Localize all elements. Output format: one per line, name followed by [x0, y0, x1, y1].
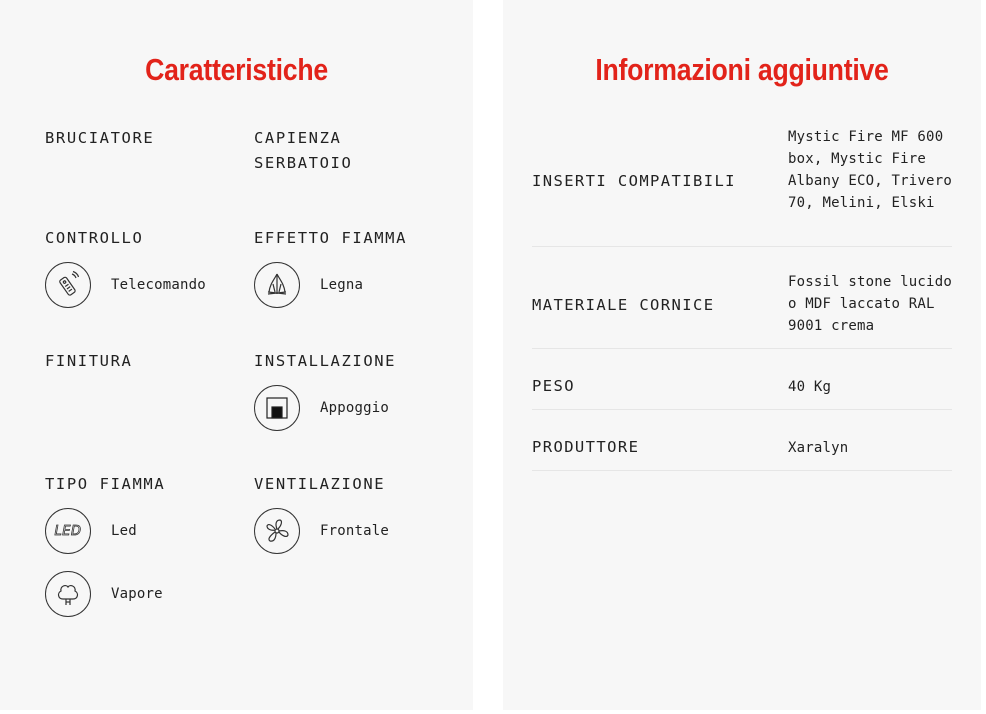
feature-value-controllo: [45, 261, 206, 309]
feature-label-finitura: FINITURA: [45, 352, 133, 370]
feature-value-text: Vapore: [111, 586, 163, 602]
feature-value-text: Appoggio: [320, 400, 390, 416]
fan-icon: [254, 508, 300, 554]
feature-value-text: Telecomando: [111, 277, 206, 293]
feature-label-tipo-fiamma: TIPO FIAMMA: [45, 475, 166, 493]
info-value: Mystic Fire MF 600 box, Mystic Fire Albany ECO, Trivero 70, Melini, Elski: [788, 129, 952, 211]
feature-value-tipo-fiamma-led: [45, 507, 137, 555]
info-title: Informazioni aggiuntive: [595, 52, 889, 87]
feature-label-effetto: EFFETTO FIAMMA: [254, 229, 408, 247]
feature-value-tipo-fiamma-vapore: [45, 570, 163, 618]
info-row: [532, 409, 952, 471]
info-value: Fossil stone lucido o MDF laccato RAL 9001 crema: [788, 274, 952, 334]
steam-icon: [45, 571, 91, 617]
remote-control-icon: [45, 262, 91, 308]
info-key: MATERIALE CORNICE: [532, 296, 715, 314]
feature-value-text: Legna: [320, 277, 364, 293]
info-key: PESO: [532, 377, 575, 395]
info-key: INSERTI COMPATIBILI: [532, 172, 736, 190]
info-row: [532, 246, 952, 349]
info-value: Xaralyn: [788, 440, 849, 456]
feature-value-text: Frontale: [320, 523, 390, 539]
info-row: [532, 120, 952, 247]
feature-label-controllo: CONTROLLO: [45, 229, 144, 247]
feature-value-effetto: [254, 261, 363, 309]
features-panel: [0, 0, 473, 710]
info-value: 40 Kg: [788, 379, 832, 395]
feature-label-capienza: CAPIENZA SERBATOIO: [254, 129, 353, 172]
info-row: [532, 348, 952, 410]
led-icon: LED: [45, 508, 91, 554]
feature-value-ventilazione: [254, 507, 389, 555]
feature-value-installazione: [254, 384, 389, 432]
wood-logs-icon: [254, 262, 300, 308]
info-panel: [503, 0, 981, 710]
feature-value-text: Led: [111, 523, 137, 539]
info-key: PRODUTTORE: [532, 438, 640, 456]
feature-label-ventilazione: VENTILAZIONE: [254, 475, 386, 493]
feature-label-installazione: INSTALLAZIONE: [254, 352, 397, 370]
floor-standing-icon: [254, 385, 300, 431]
features-title: Caratteristiche: [145, 52, 328, 87]
feature-label-bruciatore: BRUCIATORE: [45, 129, 155, 147]
